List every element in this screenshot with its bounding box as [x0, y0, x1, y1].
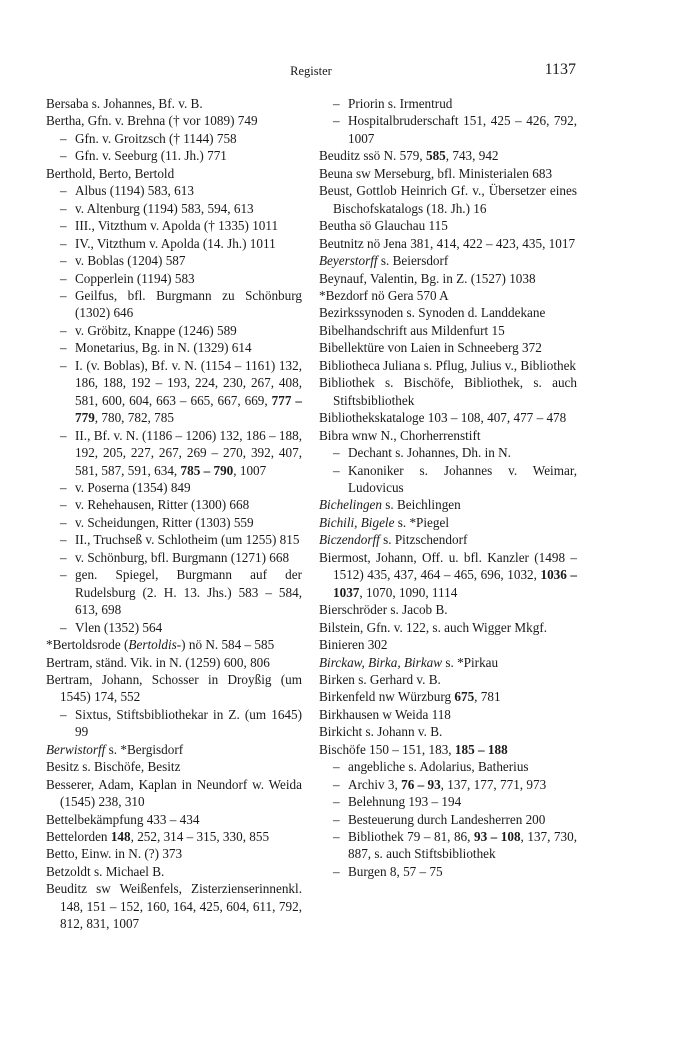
index-entry: [319, 235, 577, 252]
index-subentry: [46, 147, 302, 164]
entry-text: v. Boblas (1204) 587: [75, 253, 186, 269]
index-entry: [46, 828, 302, 845]
index-subentry: [46, 287, 302, 322]
entry-text: Besitz s. Bischöfe, Besitz: [46, 759, 181, 775]
entry-text: , 137, 177, 771, 973: [440, 776, 547, 792]
entry-text: , 1007: [233, 462, 267, 478]
entry-text: s. *Pirkau: [442, 654, 499, 670]
entry-text: Biermost, Johann, Off. u. bfl. Kanzler (1498 – 1512) 435, 437, 464 – 465, 696, 1032,: [319, 549, 577, 583]
entry-text: gen. Spiegel, Burgmann auf der Rudelsburg (2. H. 13. Jhs.) 583 – 584, 613, 698: [75, 567, 302, 618]
index-entry: [319, 671, 577, 688]
entry-text: Birkhausen w Weida 118: [319, 706, 451, 722]
subentry-dash: –: [60, 130, 67, 146]
index-entry: [319, 601, 577, 618]
entry-text: *Bertoldsrode (: [46, 637, 129, 653]
index-entry: [319, 688, 577, 705]
historic-spelling: Bichili, Bigele: [319, 514, 395, 530]
index-entry: [46, 654, 302, 671]
entry-text: v. Altenburg (1194) 583, 594, 613: [75, 200, 254, 216]
subentry-dash: –: [60, 514, 67, 530]
subentry-dash: –: [60, 497, 67, 513]
index-subentry: [319, 863, 577, 880]
entry-text: Beutnitz nö Jena 381, 414, 422 – 423, 435, 1017: [319, 235, 576, 251]
entry-text: v. Scheidungen, Ritter (1303) 559: [75, 514, 254, 530]
entry-text: s. Beiersdorf: [377, 253, 449, 269]
entry-text: Bertram, Johann, Schosser in Droyßig (um 1545) 174, 552: [46, 671, 302, 705]
index-subentry: [319, 776, 577, 793]
index-entry: [319, 409, 577, 426]
entry-text: Bibliothekskataloge 103 – 108, 407, 477 – 478: [319, 410, 567, 426]
entry-text: Kanoniker s. Johannes v. Weimar, Ludovicus: [348, 462, 577, 495]
entry-text: III., Vitzthum v. Apolda († 1335) 1011: [75, 218, 279, 234]
page-ref-bold: 585: [425, 148, 446, 164]
subentry-dash: –: [333, 462, 340, 478]
page-header: [46, 61, 576, 81]
entry-text: Berthold, Berto, Bertold: [46, 165, 175, 181]
index-entry: [46, 758, 302, 775]
entry-text: Beutha sö Glauchau 115: [319, 218, 448, 234]
entry-text: s. *Bergisdorf: [105, 741, 184, 757]
subentry-dash: –: [333, 811, 340, 827]
subentry-dash: –: [333, 829, 340, 845]
index-entry: [46, 741, 302, 758]
subentry-dash: –: [60, 322, 67, 338]
entry-text: Sixtus, Stiftsbibliothekar in Z. (um 1645) 99: [75, 706, 302, 740]
entry-text: v. Schönburg, bfl. Burgmann (1271) 668: [75, 549, 290, 565]
subentry-dash: –: [60, 183, 67, 199]
entry-text: Priorin s. Irmentrud: [348, 96, 453, 111]
entry-text: Bettelbekämpfung 433 – 434: [46, 811, 200, 827]
entry-text: Bettelorden: [46, 829, 111, 845]
index-subentry: [46, 479, 302, 496]
index-entry: [319, 723, 577, 740]
subentry-dash: –: [60, 706, 67, 722]
entry-text: Binieren 302: [319, 637, 388, 653]
page-ref-bold: 777 – 779: [75, 392, 303, 426]
entry-text: Bischöfe 150 – 151, 183,: [319, 741, 455, 757]
entry-text: Bibliothek s. Bischöfe, Bibliothek, s. auch Stiftsbibliothek: [319, 375, 577, 408]
subentry-dash: –: [60, 200, 67, 216]
subentry-dash: –: [60, 270, 67, 286]
entry-text: angebliche s. Adolarius, Batherius: [348, 759, 529, 775]
subentry-dash: –: [60, 619, 67, 635]
entry-text: Bibelhandschrift aus Mildenfurt 15: [319, 322, 505, 338]
entry-text: Beust, Gottlob Heinrich Gf. v., Übersetzer eines Bischofskatalogs (18. Jh.) 16: [319, 183, 577, 216]
index-subentry: [319, 112, 577, 147]
entry-text: Monetarius, Bg. in N. (1329) 614: [75, 340, 252, 356]
historic-spelling: Biczendorff: [319, 532, 380, 548]
entry-text: Bierschröder s. Jacob B.: [319, 602, 448, 618]
entry-text: Beuditz sw Weißenfels, Zisterzienserinnenkl. 148, 151 – 152, 160, 164, 425, 604, 611, 792, 812, 831, 1007: [46, 881, 302, 932]
index-subentry: [46, 566, 302, 618]
index-entry: [319, 322, 577, 339]
entry-text: Bibellektüre von Laien in Schneeberg 372: [319, 340, 542, 356]
subentry-dash: –: [60, 287, 67, 303]
index-entry: [46, 863, 302, 880]
index-entry: [319, 357, 577, 374]
subentry-dash: –: [333, 863, 340, 879]
index-entry: [46, 845, 302, 862]
index-subentry: [319, 811, 577, 828]
subentry-dash: –: [333, 96, 340, 111]
index-entry: [319, 654, 577, 671]
entry-text: ) nö N. 584 – 585: [181, 637, 275, 653]
entry-text: Birken s. Gerhard v. B.: [319, 671, 441, 687]
index-column-right: [319, 95, 577, 880]
historic-spelling: Birckaw, Birka, Birkaw: [319, 654, 443, 670]
index-entry: [319, 217, 577, 234]
entry-text: v. Poserna (1354) 849: [75, 479, 191, 495]
entry-text: Archiv 3,: [348, 776, 402, 792]
index-entry: [319, 270, 577, 287]
entry-text: s. Pitzschendorf: [379, 532, 468, 548]
index-entry: [319, 427, 577, 444]
page-ref-bold: 185 – 188: [454, 741, 508, 757]
page-ref-bold: 1036 – 1037: [333, 567, 577, 600]
entry-text: Bibliothek 79 – 81, 86,: [348, 829, 474, 845]
subentry-dash: –: [60, 357, 67, 373]
entry-text: II., Bf. v. N. (1186 – 1206) 132, 186 – 188, 192, 205, 227, 267, 269 – 270, 392, 407, 581, 587, 591, 634,: [75, 427, 302, 478]
historic-spelling: Bertoldis-: [128, 637, 182, 653]
subentry-dash: –: [60, 427, 67, 443]
entry-text: s. Beichlingen: [381, 497, 461, 513]
entry-text: Bersaba s. Johannes, Bf. v. B.: [46, 96, 203, 111]
index-entry: [46, 112, 302, 129]
entry-text: Gfn. v. Groitzsch († 1144) 758: [75, 130, 237, 146]
index-entry: [319, 636, 577, 653]
subentry-dash: –: [60, 567, 67, 583]
page-ref-bold: 675: [454, 689, 475, 705]
index-subentry: [46, 252, 302, 269]
entry-text: Bertram, ständ. Vik. in N. (1259) 600, 806: [46, 654, 270, 670]
index-entry: [319, 252, 577, 269]
entry-text: Belehnung 193 – 194: [348, 794, 462, 810]
index-entry: [46, 880, 302, 932]
index-entry: [46, 811, 302, 828]
running-head: Register: [290, 64, 332, 78]
index-column-left: [46, 95, 302, 933]
index-entry: [46, 671, 302, 706]
index-subentry: [46, 270, 302, 287]
entry-text: Bibra wnw N., Chorherrenstift: [319, 427, 481, 443]
index-entry: [46, 95, 302, 112]
entry-text: Hospitalbruderschaft 151, 425 – 426, 792, 1007: [348, 113, 577, 146]
subentry-dash: –: [60, 235, 67, 251]
entry-text: Besteuerung durch Landesherren 200: [348, 811, 546, 827]
index-subentry: [46, 549, 302, 566]
index-subentry: [46, 217, 302, 234]
subentry-dash: –: [60, 340, 67, 356]
index-subentry: [319, 758, 577, 775]
entry-text: Betto, Einw. in N. (?) 373: [46, 846, 183, 862]
entry-text: Betzoldt s. Michael B.: [46, 863, 165, 879]
entry-text: v. Gröbitz, Knappe (1246) 589: [75, 322, 237, 338]
subentry-dash: –: [60, 253, 67, 269]
index-subentry: [46, 339, 302, 356]
index-entry: [319, 147, 577, 164]
subentry-dash: –: [60, 148, 67, 164]
index-subentry: [46, 619, 302, 636]
entry-text: , 781: [474, 689, 501, 705]
index-entry: [319, 374, 577, 409]
index-subentry: [46, 531, 302, 548]
entry-text: Copperlein (1194) 583: [75, 270, 195, 286]
index-subentry: [46, 514, 302, 531]
entry-text: II., Truchseß v. Schlotheim (um 1255) 815: [75, 532, 300, 548]
index-subentry: [46, 235, 302, 252]
index-entry: [319, 304, 577, 321]
subentry-dash: –: [60, 218, 67, 234]
index-subentry: [46, 496, 302, 513]
index-entry: [319, 339, 577, 356]
page-number: 1137: [544, 61, 576, 78]
entry-text: Dechant s. Johannes, Dh. in N.: [348, 445, 511, 461]
subentry-dash: –: [333, 113, 340, 129]
entry-text: s. *Piegel: [394, 514, 450, 530]
index-subentry: [319, 95, 577, 112]
index-subentry: [319, 828, 577, 863]
index-subentry: [46, 322, 302, 339]
index-subentry: [46, 200, 302, 217]
index-subentry: [319, 462, 577, 497]
subentry-dash: –: [60, 532, 67, 548]
index-subentry: [319, 793, 577, 810]
entry-text: Gfn. v. Seeburg (11. Jh.) 771: [75, 148, 227, 164]
entry-text: Birkenfeld nw Würzburg: [319, 689, 455, 705]
entry-text: , 137, 730, 887, s. auch Stiftsbibliothek: [348, 829, 578, 862]
entry-text: Burgen 8, 57 – 75: [348, 863, 443, 879]
index-entry: [319, 165, 577, 182]
page-ref-bold: 785 – 790: [180, 462, 234, 478]
index-entry: [319, 619, 577, 636]
index-subentry: [46, 427, 302, 479]
entry-text: Birkicht s. Johann v. B.: [319, 724, 443, 740]
entry-text: Geilfus, bfl. Burgmann zu Schönburg (1302) 646: [75, 287, 302, 321]
entry-text: Bibliotheca Juliana s. Pflug, Julius v., Bibliothek: [319, 357, 577, 373]
index-entry: [319, 549, 577, 601]
index-entry: [319, 741, 577, 758]
index-entry: [46, 776, 302, 811]
entry-text: IV., Vitzthum v. Apolda (14. Jh.) 1011: [75, 235, 276, 251]
index-entry: [319, 514, 577, 531]
subentry-dash: –: [333, 776, 340, 792]
entry-text: *Bezdorf nö Gera 570 A: [319, 287, 449, 303]
entry-text: , 780, 782, 785: [94, 410, 174, 426]
page-ref-bold: 148: [110, 829, 131, 845]
historic-spelling: Beyerstorff: [319, 253, 378, 269]
index-subentry: [46, 357, 302, 427]
subentry-dash: –: [60, 549, 67, 565]
index-entry: [319, 182, 577, 217]
entry-text: , 743, 942: [445, 148, 499, 164]
entry-text: Bertha, Gfn. v. Brehna († vor 1089) 749: [46, 113, 258, 129]
entry-text: Beuna sw Merseburg, bfl. Ministerialen 683: [319, 165, 553, 181]
page-ref-bold: 93 – 108: [473, 829, 521, 845]
entry-text: , 1070, 1090, 1114: [359, 584, 458, 600]
entry-text: Bilstein, Gfn. v. 122, s. auch Wigger Mkgf.: [319, 619, 548, 635]
entry-text: v. Rehehausen, Ritter (1300) 668: [75, 497, 250, 513]
index-entry: [46, 636, 302, 653]
entry-text: Albus (1194) 583, 613: [75, 183, 194, 199]
entry-text: Beynauf, Valentin, Bg. in Z. (1527) 1038: [319, 270, 536, 286]
entry-text: , 252, 314 – 315, 330, 855: [130, 829, 270, 845]
index-entry: [319, 706, 577, 723]
historic-spelling: Bichelingen: [319, 497, 382, 513]
subentry-dash: –: [333, 794, 340, 810]
index-entry: [319, 496, 577, 513]
index-subentry: [46, 130, 302, 147]
subentry-dash: –: [60, 479, 67, 495]
entry-text: Beuditz ssö N. 579,: [319, 148, 426, 164]
subentry-dash: –: [333, 759, 340, 775]
index-subentry: [319, 444, 577, 461]
page-ref-bold: 76 – 93: [401, 776, 441, 792]
entry-text: I. (v. Boblas), Bf. v. N. (1154 – 1161) 132, 186, 188, 192 – 193, 224, 230, 267, 408, 581, 600, 604, 663 – 665, 667, 669,: [75, 357, 302, 408]
index-subentry: [46, 706, 302, 741]
index-entry: [319, 287, 577, 304]
entry-text: Besserer, Adam, Kaplan in Neundorf w. Weida (1545) 238, 310: [46, 776, 302, 810]
entry-text: Bezirkssynoden s. Synoden d. Landdekane: [319, 305, 546, 321]
historic-spelling: Berwistorff: [46, 741, 106, 757]
subentry-dash: –: [333, 445, 340, 461]
index-subentry: [46, 182, 302, 199]
index-entry: [319, 531, 577, 548]
index-entry: [46, 165, 302, 182]
entry-text: Vlen (1352) 564: [75, 619, 163, 635]
